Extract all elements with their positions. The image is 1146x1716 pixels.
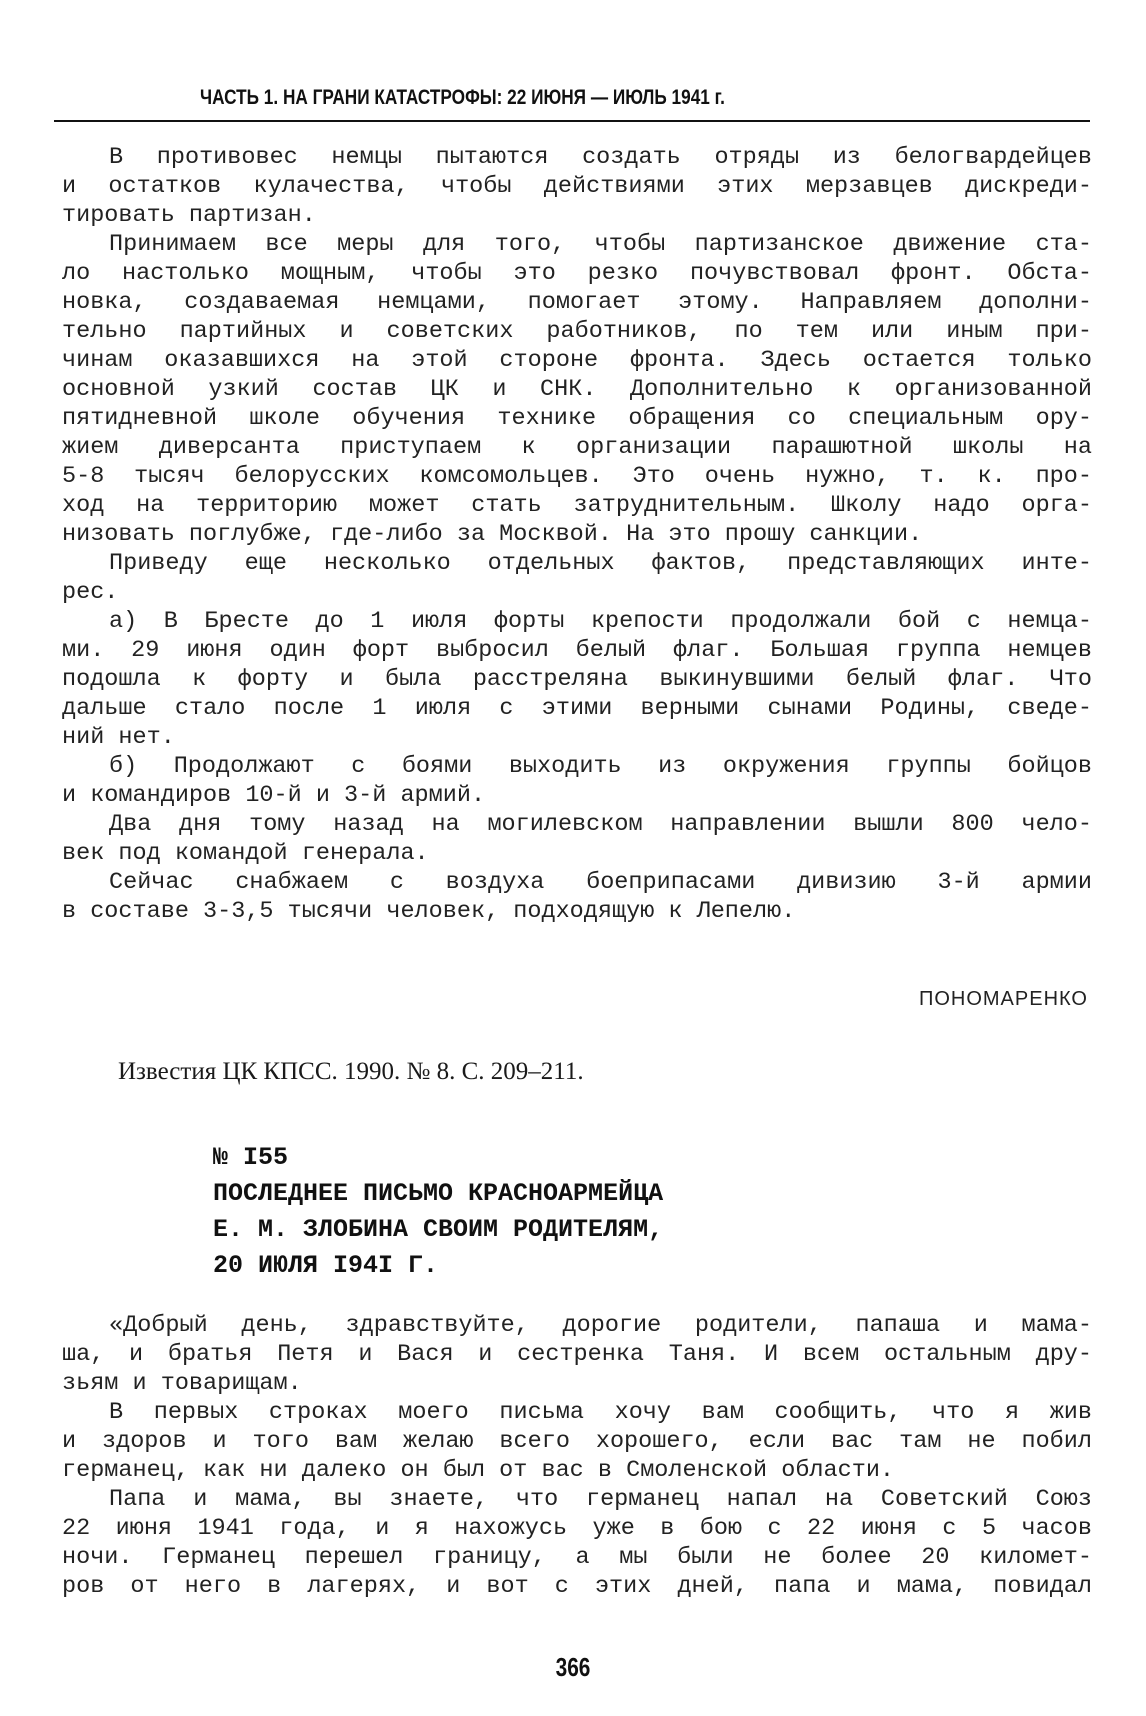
running-head: ЧАСТЬ 1. НА ГРАНИ КАТАСТРОФЫ: 22 ИЮНЯ — ИЮЛЬ 1941 г. <box>200 86 725 109</box>
signature: ПОНОМАРЕНКО <box>918 988 1088 1010</box>
report-text <box>62 143 1092 926</box>
text-line: Приведу еще несколько отдельных фактов, представляющих инте- <box>109 550 1092 577</box>
text-line: в составе 3-3,5 тысячи человек, подходящую к Лепелю. <box>62 898 796 925</box>
text-line: ров от него в лагерях, и вот с этих дней, папа и мама, повидал <box>62 1573 1092 1600</box>
text-line: и остатков кулачества, чтобы действиями этих мерзавцев дискреди- <box>62 173 1092 200</box>
text-line: рес. <box>62 579 119 606</box>
text-line: а) В Бресте до 1 июля форты крепости продолжали бой с немца- <box>109 608 1092 635</box>
text-line: Папа и мама, вы знаете, что германец напал на Советский Союз <box>109 1486 1092 1513</box>
letter-text <box>62 1311 1092 1601</box>
text-line: пятидневной школе обучения технике обращения со специальным ору- <box>62 405 1092 432</box>
text-line: В противовес немцы пытаются создать отряды из белогвардейцев <box>109 144 1092 171</box>
text-line: новка, создаваемая немцами, помогает этому. Направляем дополни- <box>62 289 1092 316</box>
source-citation: Известия ЦК КПСС. 1990. № 8. С. 209–211. <box>118 1058 584 1085</box>
text-line: век под командой генерала. <box>62 840 429 867</box>
text-line: ло настолько мощным, чтобы это резко почувствовал фронт. Обста- <box>62 260 1092 287</box>
text-line: б) Продолжают с боями выходить из окружения группы бойцов <box>109 753 1092 780</box>
text-line: ша, и братья Петя и Вася и сестренка Таня. И всем остальным дру- <box>62 1341 1092 1368</box>
text-line: зьям и товарищам. <box>62 1370 302 1397</box>
text-line: ход на территорию может стать затруднительным. Школу надо орга- <box>62 492 1092 519</box>
text-line: германец, как ни далеко он был от вас в Смоленской области. <box>62 1457 895 1484</box>
heading-line: № I55 <box>213 1143 289 1172</box>
heading-line: 20 ИЮЛЯ I94I Г. <box>213 1251 439 1280</box>
text-line: ночи. Германец перешел границу, а мы были не более 20 километ- <box>62 1544 1092 1571</box>
text-line: Два дня тому назад на могилевском направлении вышли 800 чело- <box>109 811 1092 838</box>
text-line: низовать поглубже, где-либо за Москвой. На это прошу санкции. <box>62 521 923 548</box>
document-heading <box>213 1140 663 1284</box>
text-line: ний нет. <box>62 724 175 751</box>
text-line: и здоров и того вам желаю всего хорошего, если вас там не побил <box>62 1428 1092 1455</box>
text-line: и командиров 10-й и 3-й армий. <box>62 782 486 809</box>
text-line: тельно партийных и советских работников, по тем или иным при- <box>62 318 1092 345</box>
text-line: тировать партизан. <box>62 202 316 229</box>
text-line: ми. 29 июня один форт выбросил белый флаг. Большая группа немцев <box>62 637 1092 664</box>
header-rule <box>54 120 1090 122</box>
text-line: «Добрый день, здравствуйте, дорогие родители, папаша и мама- <box>109 1312 1092 1339</box>
text-line: 5-8 тысяч белорусских комсомольцев. Это очень нужно, т. к. про- <box>62 463 1092 490</box>
text-line: дальше стало после 1 июля с этими верными сынами Родины, сведе- <box>62 695 1092 722</box>
text-line: 22 июня 1941 года, и я нахожусь уже в бою с 22 июня с 5 часов <box>62 1515 1092 1542</box>
text-line: Сейчас снабжаем с воздуха боеприпасами дивизию 3-й армии <box>109 869 1092 896</box>
heading-line: Е. М. ЗЛОБИНА СВОИМ РОДИТЕЛЯМ, <box>213 1215 664 1244</box>
heading-line: ПОСЛЕДНЕЕ ПИСЬМО КРАСНОАРМЕЙЦА <box>213 1179 664 1208</box>
text-line: Принимаем все меры для того, чтобы партизанское движение ста- <box>109 231 1092 258</box>
text-line: подошла к форту и была расстреляна выкинувшими белый флаг. Что <box>62 666 1092 693</box>
text-line: жием диверсанта приступаем к организации парашютной школы на <box>62 434 1092 461</box>
text-line: основной узкий состав ЦК и СНК. Дополнительно к организованной <box>62 376 1092 403</box>
text-line: В первых строках моего письма хочу вам сообщить, что я жив <box>109 1399 1092 1426</box>
page-number: 366 <box>555 1652 591 1682</box>
text-line: чинам оказавшихся на этой стороне фронта. Здесь остается только <box>62 347 1092 374</box>
